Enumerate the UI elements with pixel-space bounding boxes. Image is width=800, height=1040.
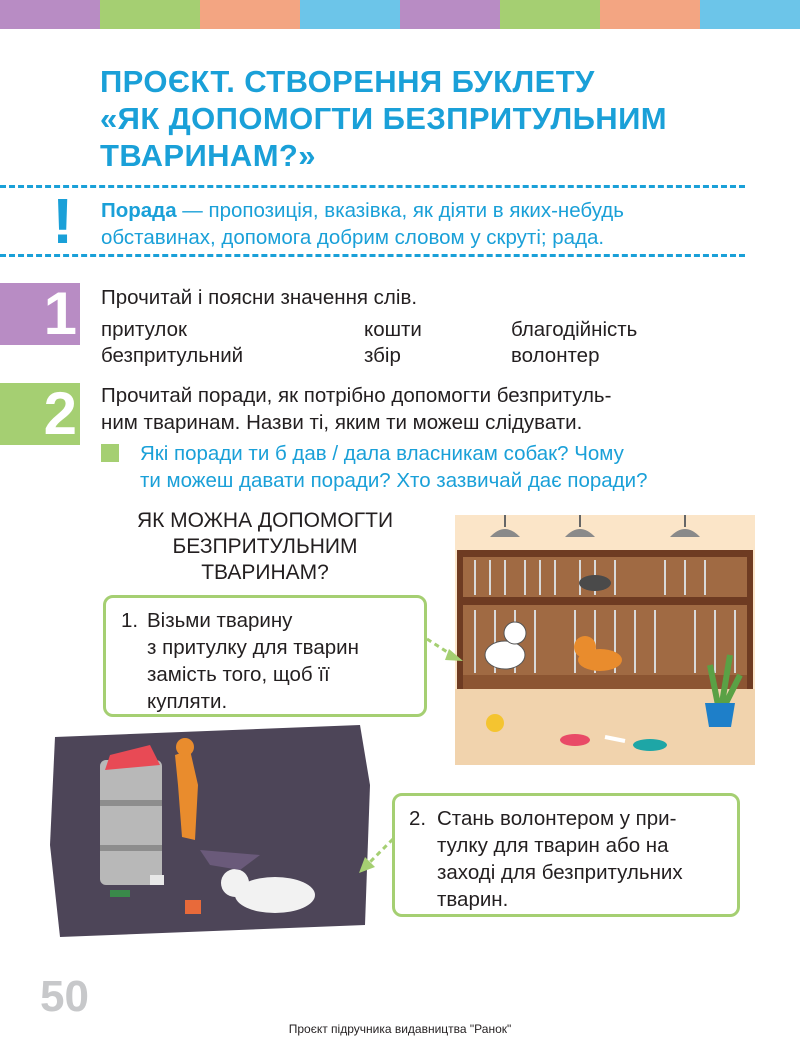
- booklet-title-line: БЕЗПРИТУЛЬНИМ: [172, 535, 358, 558]
- color-segment: [400, 0, 500, 29]
- advice-text: [437, 805, 683, 913]
- advice-line: заході для безпритульних: [437, 861, 683, 884]
- page-number: 50: [40, 972, 89, 1021]
- green-square-bullet-icon: [101, 444, 119, 462]
- task-number-badge: 2: [0, 383, 80, 445]
- task2-question: [140, 440, 750, 494]
- color-segment: [500, 0, 600, 29]
- booklet-title-line: ТВАРИНАМ?: [201, 561, 329, 584]
- color-segment: [100, 0, 200, 29]
- exclamation-icon: !: [52, 185, 74, 257]
- advice-line: з притулку для тварин: [147, 636, 359, 659]
- title-line: «ЯК ДОПОМОГТИ БЕЗПРИТУЛЬНИМ: [100, 101, 667, 136]
- color-segment: [0, 0, 100, 29]
- word-list: [101, 316, 741, 372]
- advice-line: Стань волонтером у при-: [437, 807, 677, 830]
- question-line: ти можеш давати поради? Хто зазвичай дає поради?: [140, 469, 648, 492]
- word-item: волонтер: [511, 344, 600, 367]
- color-segment: [600, 0, 700, 29]
- word-item: притулок: [101, 318, 187, 341]
- word-item: безпритульний: [101, 344, 244, 367]
- advice-line: замість того, щоб її: [147, 663, 330, 686]
- booklet-title-line: ЯК МОЖНА ДОПОМОГТИ: [136, 509, 394, 532]
- tip-text: — пропозиція, вказівка, як діяти в яких-небудь обставинах, допомога добрим словом у скруті; рада.: [101, 199, 624, 249]
- task2-instruction: [101, 382, 611, 436]
- word-item: кошти: [364, 318, 422, 341]
- arrow-right-icon: [425, 635, 465, 665]
- advice-line: тварин.: [437, 888, 509, 911]
- task2-line: ним тваринам. Назви ті, яким ти можеш слідувати.: [101, 411, 583, 434]
- footer-note: Проєкт підручника видавництва "Ранок": [288, 1022, 512, 1036]
- task2-line: Прочитай поради, як потрібно допомогти безпритуль-: [101, 384, 612, 407]
- animal-shelter-illustration: [455, 515, 755, 765]
- tip-top-divider: [0, 185, 745, 188]
- advice-line: тулку для тварин або на: [437, 834, 669, 857]
- page-title: [100, 63, 760, 174]
- booklet-title: [110, 508, 420, 586]
- advice-card-1: [103, 595, 427, 717]
- color-segment: [300, 0, 400, 29]
- advice-text: [147, 607, 359, 715]
- advice-line: купляти.: [147, 690, 228, 713]
- color-segment: [200, 0, 300, 29]
- advice-line: Візьми тварину: [147, 609, 293, 632]
- tip-bottom-divider: [0, 254, 745, 257]
- word-item: благодійність: [511, 318, 638, 341]
- advice-number: 2.: [409, 807, 427, 830]
- task-number-badge: 1: [0, 283, 80, 345]
- task1-instruction: Прочитай і поясни значення слів.: [101, 286, 418, 309]
- advice-number: 1.: [121, 609, 139, 632]
- advice-card-2: [392, 793, 740, 917]
- arrow-left-icon: [355, 835, 395, 875]
- color-segment: [700, 0, 800, 29]
- title-line: ТВАРИНАМ?»: [100, 138, 316, 173]
- question-line: Які поради ти б дав / дала власникам собак? Чому: [140, 442, 624, 465]
- tip-term: Порада: [101, 199, 177, 222]
- word-item: збір: [364, 344, 401, 367]
- tip-definition: [101, 197, 741, 251]
- stray-dogs-illustration: [50, 725, 375, 940]
- top-color-bar: [0, 0, 800, 29]
- title-line: ПРОЄКТ. СТВОРЕННЯ БУКЛЕТУ: [100, 64, 595, 99]
